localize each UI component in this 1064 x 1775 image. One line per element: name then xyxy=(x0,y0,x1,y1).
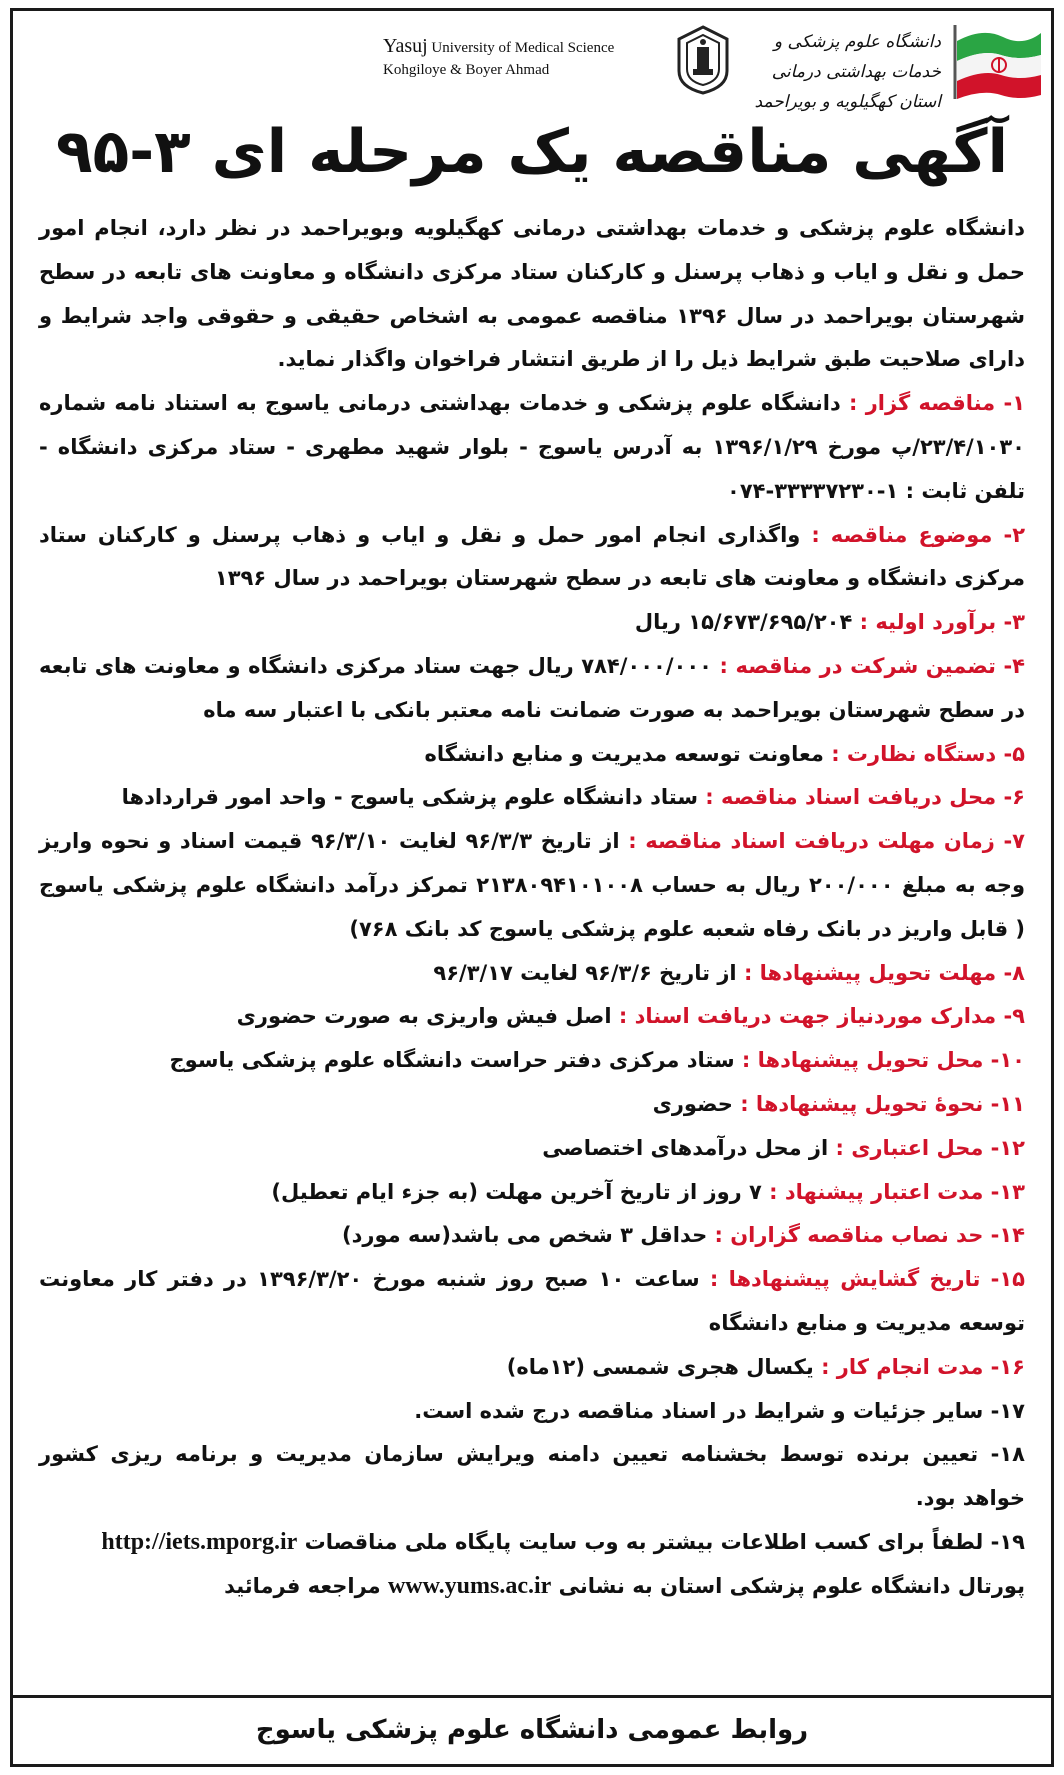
intro-paragraph: دانشگاه علوم پزشکی و خدمات بهداشتی درمانی کهگیلویه وبویراحمد در نظر دارد، انجام امور حمل و نقل و ایاب و ذهاب پرسنل و کارکنان ستاد مرکزی دانشگاه و معاونت های تابعه در سطح شهرستان بویراحمد در سال ۱۳۹۶ مناقصه عمومی به اشخاص حقیقی و حقوقی واجد شرایط و دارای صلاحیت طبق شرایط ذیل را از طریق انتشار فراخوان واگذار نماید. xyxy=(39,216,1026,372)
list-item xyxy=(39,1171,1025,1215)
university-name-fa-line2: استان کهگیلویه و بویراحمد xyxy=(754,92,941,112)
item-label: ۱۴- حد نصاب مناقصه گزاران : xyxy=(714,1223,1025,1248)
item19-text-1: ۱۹- لطفاً برای کسب اطلاعات بیشتر به وب سایت پایگاه ملی مناقصات xyxy=(304,1529,1025,1554)
item-label: ۱- مناقصه گزار : xyxy=(849,391,1026,416)
item-label: ۳- برآورد اولیه : xyxy=(859,610,1025,635)
university-name-en xyxy=(383,35,623,81)
university-name-en-line2: Kohgiloye & Boyer Ahmad xyxy=(383,62,550,78)
item-text: حداقل ۳ شخص می باشد(سه مورد) xyxy=(342,1223,715,1248)
list-item xyxy=(39,733,1025,777)
item-text: ساعت ۱۰ صبح روز شنبه مورخ ۱۳۹۶/۳/۲۰ در دفتر کار معاونت توسعه مدیریت و منابع دانشگاه xyxy=(39,1267,1025,1335)
item-text: از تاریخ ۹۶/۳/۶ لغایت ۹۶/۳/۱۷ xyxy=(433,960,744,985)
item-text: دانشگاه علوم پزشکی و خدمات بهداشتی درمانی یاسوج به استناد نامه شماره ۲۳/۴/۱۰۳۰/پ مورخ ۱۳۹۶/۱/۲۹ به آدرس یاسوج - بلوار شهید مطهری - ستاد مرکزی دانشگاه - تلفن ثابت : ۱-۳۳۳۳۷۲۳۰-۰۷۴ xyxy=(39,391,1025,503)
list-item xyxy=(39,1127,1025,1171)
list-item xyxy=(39,1214,1025,1258)
list-item xyxy=(39,776,1025,820)
item-text: ۷ روز از تاریخ آخرین مهلت (به جزء ایام تعطیل) xyxy=(271,1179,770,1204)
list-item xyxy=(39,820,1025,951)
item-text: ۱۷- سایر جزئیات و شرایط در اسناد مناقصه درج شده است. xyxy=(414,1398,1025,1423)
item-text: واگذاری انجام امور حمل و نقل و ایاب و ذهاب پرسنل و کارکنان ستاد مرکزی دانشگاه و معاونت های تابعه در سطح شهرستان بویراحمد در سال ۱۳۹۶ xyxy=(39,522,1025,591)
university-emblem-icon xyxy=(675,25,731,95)
list-item xyxy=(39,1346,1025,1390)
item-label: ۱۰- محل تحویل پیشنهادها : xyxy=(741,1048,1025,1073)
item-text: ۱۵/۶۷۳/۶۹۵/۲۰۴ ریال xyxy=(634,610,860,635)
university-name-en-line1: University of Medical Science xyxy=(431,40,615,56)
item-label: ۶- محل دریافت اسناد مناقصه : xyxy=(705,785,1025,810)
item19-text-2: پورتال دانشگاه علوم پزشکی استان به نشانی xyxy=(558,1573,1025,1598)
item19-text-3: مراجعه فرمائید xyxy=(224,1573,381,1598)
item-text: از محل درآمدهای اختصاصی xyxy=(542,1135,836,1160)
list-item xyxy=(39,1390,1025,1434)
list-item xyxy=(39,995,1025,1039)
header xyxy=(13,11,1051,111)
university-name-en-yasuj: Yasuj xyxy=(383,35,428,57)
item-label: ۱۶- مدت انجام کار : xyxy=(821,1354,1025,1379)
page-title: آگهی مناقصه یک مرحله ای ۳-۹۵ xyxy=(55,117,1009,187)
item-text: ۱۸- تعیین برنده توسط بخشنامه تعیین دامنه ویرایش سازمان مدیریت و برنامه ریزی کشور خواهد بود. xyxy=(39,1442,1025,1511)
list-item xyxy=(39,1083,1025,1127)
iets-link[interactable]: http://iets.mporg.ir xyxy=(101,1528,298,1555)
item-text: حضوری xyxy=(652,1091,741,1116)
item-text: ستاد دانشگاه علوم پزشکی یاسوج - واحد امور قراردادها xyxy=(121,785,706,810)
items-list xyxy=(39,382,1025,1521)
list-item xyxy=(39,1039,1025,1083)
list-item xyxy=(39,514,1025,602)
footer: روابط عمومی دانشگاه علوم پزشکی یاسوج xyxy=(13,1695,1051,1764)
item-label: ۸- مهلت تحویل پیشنهادها : xyxy=(743,960,1025,985)
list-item xyxy=(39,1433,1025,1521)
item-text: اصل فیش واریزی به صورت حضوری xyxy=(236,1004,619,1029)
item-text: ستاد مرکزی دفتر حراست دانشگاه علوم پزشکی یاسوج xyxy=(169,1048,742,1073)
advertisement-body xyxy=(39,207,1025,1609)
university-name-fa xyxy=(731,27,941,117)
iran-flag-icon xyxy=(953,19,1045,99)
yums-link[interactable]: www.yums.ac.ir xyxy=(387,1572,552,1599)
list-item xyxy=(39,952,1025,996)
item-text: از تاریخ ۹۶/۳/۳ لغایت ۹۶/۳/۱۰ قیمت اسناد و نحوه واریز وجه به مبلغ ۲۰۰/۰۰۰ ریال به حساب ۲۱۳۸۰۹۴۱۰۱۰۰۸ تمرکز درآمد دانشگاه علوم پزشکی یاسوج ( قابل واریز در بانک رفاه شعبه علوم پزشکی یاسوج کد بانک ۷۶۸) xyxy=(39,829,1025,941)
list-item-19 xyxy=(39,1521,1025,1609)
item-label: ۷- زمان مهلت دریافت اسناد مناقصه : xyxy=(628,829,1025,854)
item-label: ۱۱- نحوهٔ تحویل پیشنهادها : xyxy=(740,1091,1025,1116)
list-item xyxy=(39,645,1025,733)
item-text: معاونت توسعه مدیریت و منابع دانشگاه xyxy=(424,741,832,766)
university-name-fa-line1: دانشگاه علوم پزشکی و خدمات بهداشتی درمانی xyxy=(771,32,941,82)
list-item xyxy=(39,382,1025,513)
item-label: ۱۳- مدت اعتبار پیشنهاد : xyxy=(769,1179,1025,1204)
list-item xyxy=(39,601,1025,645)
item-label: ۲- موضوع مناقصه : xyxy=(811,522,1026,547)
item-text: یکسال هجری شمسی (۱۲ماه) xyxy=(506,1354,822,1379)
item-label: ۹- مدارک موردنیاز جهت دریافت اسناد : xyxy=(618,1004,1025,1029)
item-label: ۱۲- محل اعتباری : xyxy=(835,1135,1025,1160)
item-label: ۱۵- تاریخ گشایش پیشنهادها : xyxy=(709,1267,1025,1292)
advertisement-frame xyxy=(10,8,1054,1767)
item-label: ۴- تضمین شرکت در مناقصه : xyxy=(719,653,1025,678)
list-item xyxy=(39,1258,1025,1346)
item-label: ۵- دستگاه نظارت : xyxy=(831,741,1025,766)
item-text: ۷۸۴/۰۰۰/۰۰۰ ریال جهت ستاد مرکزی دانشگاه و معاونت های تابعه در سطح شهرستان بویراحمد به صورت ضمانت نامه معتبر بانکی با اعتبار سه ماه xyxy=(39,653,1025,722)
